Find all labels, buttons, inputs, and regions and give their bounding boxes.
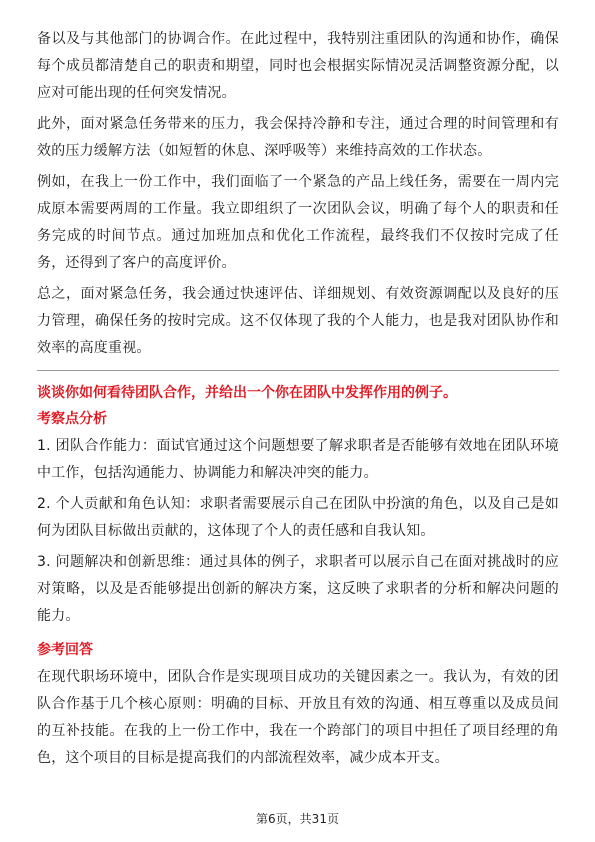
analysis-title: 考察点分析 (37, 411, 107, 427)
analysis-item-3: 3. 问题解决和创新思维：通过具体的例子，求职者可以展示自己在面对挑战时的应对策略，以及是否能够提出创新的解决方案，这反映了求职者的分析和解决问题的能力。 (37, 554, 559, 624)
interview-question: 谈谈你如何看待团队合作，并给出一个你在团队中发挥作用的例子。 (37, 385, 457, 401)
analysis-item-2: 2. 个人贡献和角色认知：求职者需要展示自己在团队中扮演的角色，以及自己是如何为团队目标做出贡献的，这体现了个人的责任感和自我认知。 (37, 496, 559, 539)
intro-paragraph-1: 备以及与其他部门的协调合作。在此过程中，我特别注重团队的沟通和协作，确保每个成员都清楚自己的职责和期望，同时也会根据实际情况灵活调整资源分配，以应对可能出现的任何突发情况。 (37, 31, 559, 101)
answer-title: 参考回答 (37, 642, 93, 658)
document-page (37, 26, 559, 776)
intro-paragraph-2: 此外，面对紧急任务带来的压力，我会保持冷静和专注，通过合理的时间管理和有效的压力缓解方法（如短暂的休息、深呼吸等）来维持高效的工作状态。 (37, 116, 559, 159)
section-divider (37, 370, 559, 371)
intro-paragraph-4: 总之，面对紧急任务，我会通过快速评估、详细规划、有效资源调配以及良好的压力管理，确保任务的按时完成。这不仅体现了我的个人能力，也是我对团队协作和效率的高度重视。 (37, 286, 559, 356)
answer-paragraph-1: 在现代职场环境中，团队合作是实现项目成功的关键因素之一。我认为，有效的团队合作基于几个核心原则：明确的目标、开放且有效的沟通、相互尊重以及成员间的互补技能。在我的上一份工作中，我在一个跨部门的项目中担任了项目经理的角色，这个项目的目标是提高我们的内部流程效率，减少成本开支。 (37, 669, 559, 766)
page-footer: 第6页，共31页 (256, 812, 339, 826)
intro-paragraph-3: 例如，在我上一份工作中，我们面临了一个紧急的产品上线任务，需要在一周内完成原本需要两周的工作量。我立即组织了一次团队会议，明确了每个人的职责和任务完成的时间节点。通过加班加点和优化工作流程，最终我们不仅按时完成了任务，还得到了客户的高度评价。 (37, 174, 559, 271)
analysis-item-1: 1. 团队合作能力：面试官通过这个问题想要了解求职者是否能够有效地在团队环境中工作，包括沟通能力、协调能力和解决冲突的能力。 (37, 438, 559, 481)
